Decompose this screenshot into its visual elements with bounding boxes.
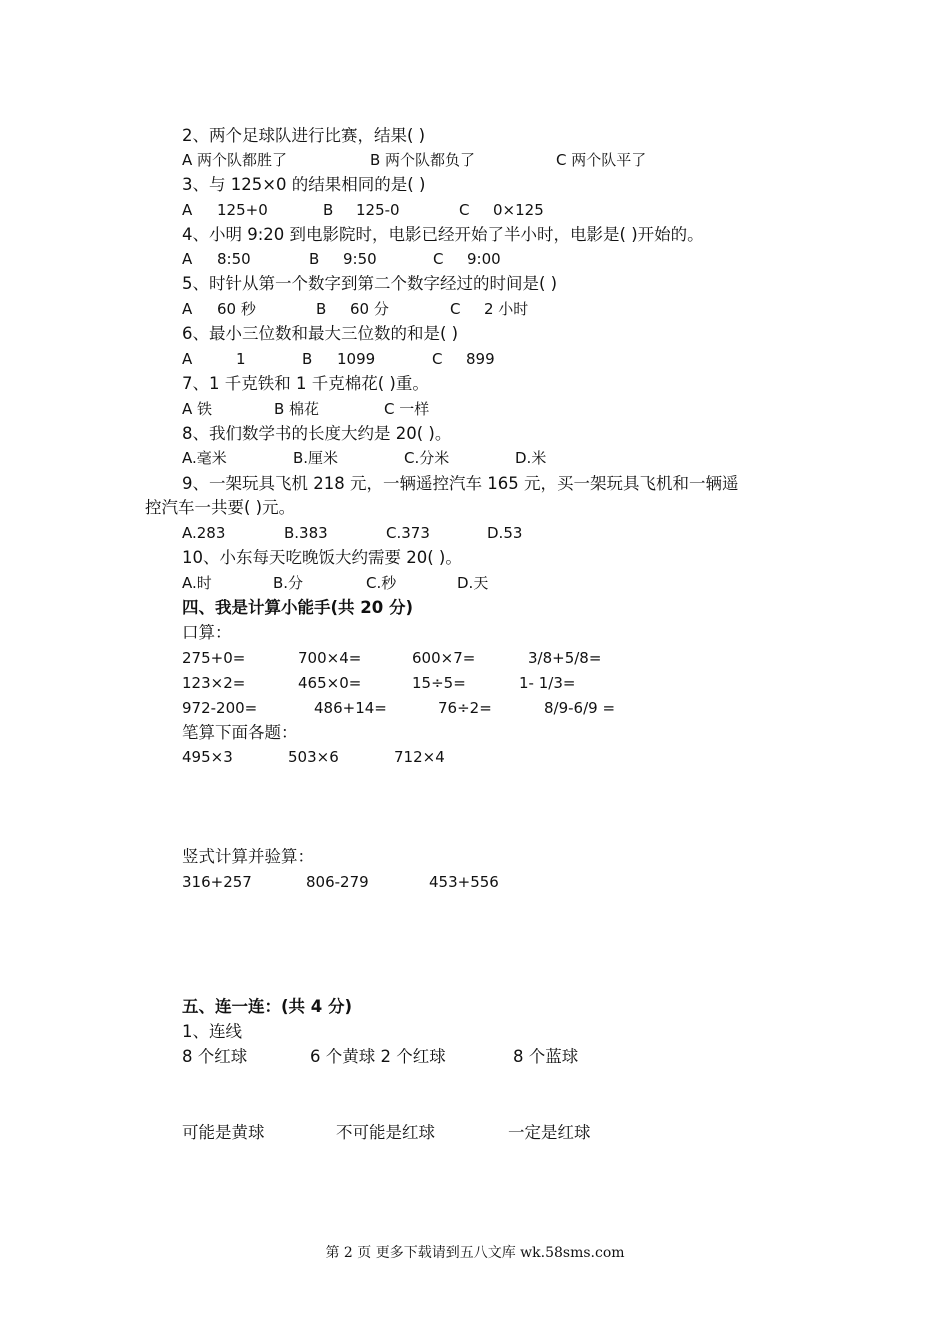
options-4 <box>182 247 882 271</box>
option-a: A 铁 <box>182 400 213 418</box>
match-bottom-row <box>182 1121 882 1145</box>
option-c: C.秒 <box>366 574 397 592</box>
option-c-value: 899 <box>466 350 495 368</box>
question-4: 4、小明 9:20 到电影院时，电影已经开始了半小时，电影是( )开始的。 <box>182 225 704 244</box>
option-b-value: 125-0 <box>356 201 400 219</box>
match-top-row <box>182 1045 882 1069</box>
option-a: A.283 <box>182 524 226 542</box>
options-6 <box>182 347 882 371</box>
option-a-value: 125+0 <box>217 201 268 219</box>
vertical-item: 316+257 <box>182 873 252 891</box>
oral-item: 600×7= <box>412 649 476 667</box>
options-10 <box>182 571 882 595</box>
vertical-row <box>182 870 882 894</box>
options-7 <box>182 397 882 421</box>
question-5: 5、时针从第一个数字到第二个数字经过的时间是( ) <box>182 274 558 293</box>
question-7: 7、1 千克铁和 1 千克棉花( )重。 <box>182 374 429 393</box>
option-a-value: 1 <box>236 350 246 368</box>
option-c: C.分米 <box>404 449 450 467</box>
oral-item: 76÷2= <box>438 699 492 717</box>
option-a-label: A <box>182 250 193 268</box>
option-b: B 棉花 <box>274 400 320 418</box>
options-5 <box>182 297 882 321</box>
option-c-value: 9:00 <box>467 250 501 268</box>
question-8: 8、我们数学书的长度大约是 20( )。 <box>182 424 452 443</box>
oral-row-3 <box>182 696 882 720</box>
written-item: 503×6 <box>288 748 339 766</box>
oral-item: 465×0= <box>298 674 362 692</box>
option-b: B 两个队都负了 <box>370 151 476 169</box>
option-c: C 一样 <box>384 400 430 418</box>
option-b-label: B <box>309 250 320 268</box>
match-item-top: 6 个黄球 2 个红球 <box>310 1047 446 1066</box>
question-9-continued: 控汽车一共要( )元。 <box>145 498 296 517</box>
options-8 <box>182 446 882 470</box>
match-item-bottom: 可能是黄球 <box>182 1123 265 1142</box>
oral-label: 口算： <box>182 623 232 642</box>
written-label: 笔算下面各题： <box>182 723 298 742</box>
oral-row-2 <box>182 671 882 695</box>
question-6: 6、最小三位数和最大三位数的和是( ) <box>182 324 459 343</box>
option-b-label: B <box>323 201 334 219</box>
question-2: 2、两个足球队进行比赛，结果( ) <box>182 126 426 145</box>
option-c: C.373 <box>386 524 430 542</box>
option-a-label: A <box>182 201 193 219</box>
option-a: A.时 <box>182 574 212 592</box>
option-a-label: A <box>182 300 193 318</box>
vertical-item: 806-279 <box>306 873 369 891</box>
match-item-top: 8 个红球 <box>182 1047 248 1066</box>
options-2 <box>182 148 882 172</box>
written-item: 712×4 <box>394 748 445 766</box>
question-3: 3、与 125×0 的结果相同的是( ) <box>182 175 426 194</box>
option-c-label: C <box>459 201 470 219</box>
oral-item: 275+0= <box>182 649 246 667</box>
option-c-value: 0×125 <box>493 201 544 219</box>
option-a: A 两个队都胜了 <box>182 151 288 169</box>
option-d: D.53 <box>487 524 523 542</box>
question-10: 10、小东每天吃晚饭大约需要 20( )。 <box>182 548 462 567</box>
option-b-value: 9:50 <box>343 250 377 268</box>
option-a-value: 8:50 <box>217 250 251 268</box>
option-a-label: A <box>182 350 193 368</box>
option-b: B.383 <box>284 524 328 542</box>
match-item-top: 8 个蓝球 <box>513 1047 579 1066</box>
section-5-subtitle: 1、连线 <box>182 1022 242 1041</box>
option-a: A.毫米 <box>182 449 227 467</box>
vertical-item: 453+556 <box>429 873 499 891</box>
option-b-value: 1099 <box>337 350 376 368</box>
option-b: B.厘米 <box>293 449 339 467</box>
match-item-bottom: 一定是红球 <box>508 1123 591 1142</box>
option-c-label: C <box>433 250 444 268</box>
option-b-value: 60 分 <box>350 300 389 318</box>
question-9: 9、一架玩具飞机 218 元，一辆遥控汽车 165 元，买一架玩具飞机和一辆遥 <box>182 474 739 493</box>
option-c-label: C <box>432 350 443 368</box>
option-c: C 两个队平了 <box>556 151 647 169</box>
section-4-title: 四、我是计算小能手(共 20 分) <box>182 598 414 617</box>
written-row <box>182 745 882 769</box>
oral-item: 1- 1/3= <box>519 674 576 692</box>
oral-item: 15÷5= <box>412 674 466 692</box>
oral-item: 972-200= <box>182 699 258 717</box>
page-footer: 第 2 页 更多下载请到五八文库 wk.58sms.com <box>325 1245 625 1261</box>
option-a-value: 60 秒 <box>217 300 256 318</box>
oral-item: 700×4= <box>298 649 362 667</box>
option-d: D.米 <box>515 449 547 467</box>
option-d: D.天 <box>457 574 489 592</box>
match-item-bottom: 不可能是红球 <box>336 1123 435 1142</box>
oral-row-1 <box>182 646 882 670</box>
oral-item: 3/8+5/8= <box>528 649 602 667</box>
option-b-label: B <box>316 300 327 318</box>
option-c-label: C <box>450 300 461 318</box>
options-3 <box>182 198 882 222</box>
options-9 <box>182 521 882 545</box>
vertical-label: 竖式计算并验算： <box>182 847 314 866</box>
oral-item: 123×2= <box>182 674 246 692</box>
written-item: 495×3 <box>182 748 233 766</box>
option-c-value: 2 小时 <box>484 300 529 318</box>
section-5-title: 五、连一连：(共 4 分) <box>182 997 353 1016</box>
option-b-label: B <box>302 350 313 368</box>
oral-item: 486+14= <box>314 699 387 717</box>
oral-item: 8/9-6/9 = <box>544 699 616 717</box>
option-b: B.分 <box>273 574 304 592</box>
